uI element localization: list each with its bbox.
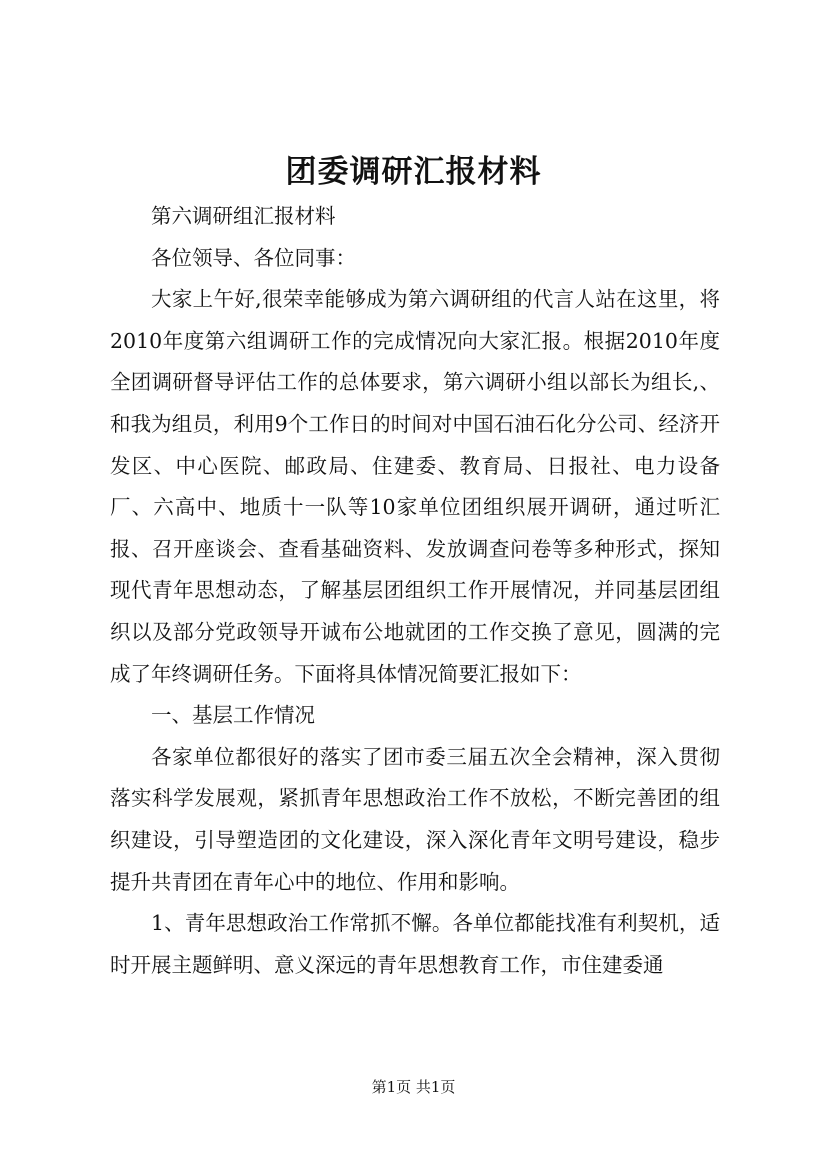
document-body — [110, 196, 720, 986]
salutation-paragraph: 各位领导、各位同事： — [151, 245, 356, 270]
body-paragraph: 大家上午好,很荣幸能够成为第六调研组的代言人站在这里，将2010年度第六组调研工作的完成情况向大家汇报。根据2010年度全团调研督导评估工作的总体要求，第六调研小组以部长为组长,、和我为组员，利用9个工作日的时间对中国石油石化分公司、经济开发区、中心医院、邮政局、住建委、教育局、日报社、电力设备厂、六高中、地质十一队等10家单位团组织展开调研，通过听汇报、召开座谈会、查看基础资料、发放调查问卷等多种形式，探知现代青年思想动态，了解基层团组织工作开展情况，并同基层团组织以及部分党政领导开诚布公地就团的工作交换了意见，圆满的完成了年终调研任务。下面将具体情况简要汇报如下： — [110, 287, 720, 686]
body-paragraph: 各家单位都很好的落实了团市委三届五次全会精神，深入贯彻落实科学发展观，紧抓青年思想政治工作不放松，不断完善团的组织建设，引导塑造团的文化建设，深入深化青年文明号建设，稳步提升共青团在青年心中的地位、作用和影响。 — [110, 744, 720, 894]
subtitle-paragraph: 第六调研组汇报材料 — [151, 204, 336, 228]
document-title: 团委调研汇报材料 — [285, 154, 542, 190]
body-paragraph: 1、青年思想政治工作常抓不懈。各单位都能找准有利契机，适时开展主题鲜明、意义深远的青年思想教育工作，市住建委通 — [110, 911, 720, 977]
page-number-footer: 第1页 共1页 — [371, 1078, 456, 1096]
section-heading: 一、基层工作情况 — [151, 703, 315, 728]
